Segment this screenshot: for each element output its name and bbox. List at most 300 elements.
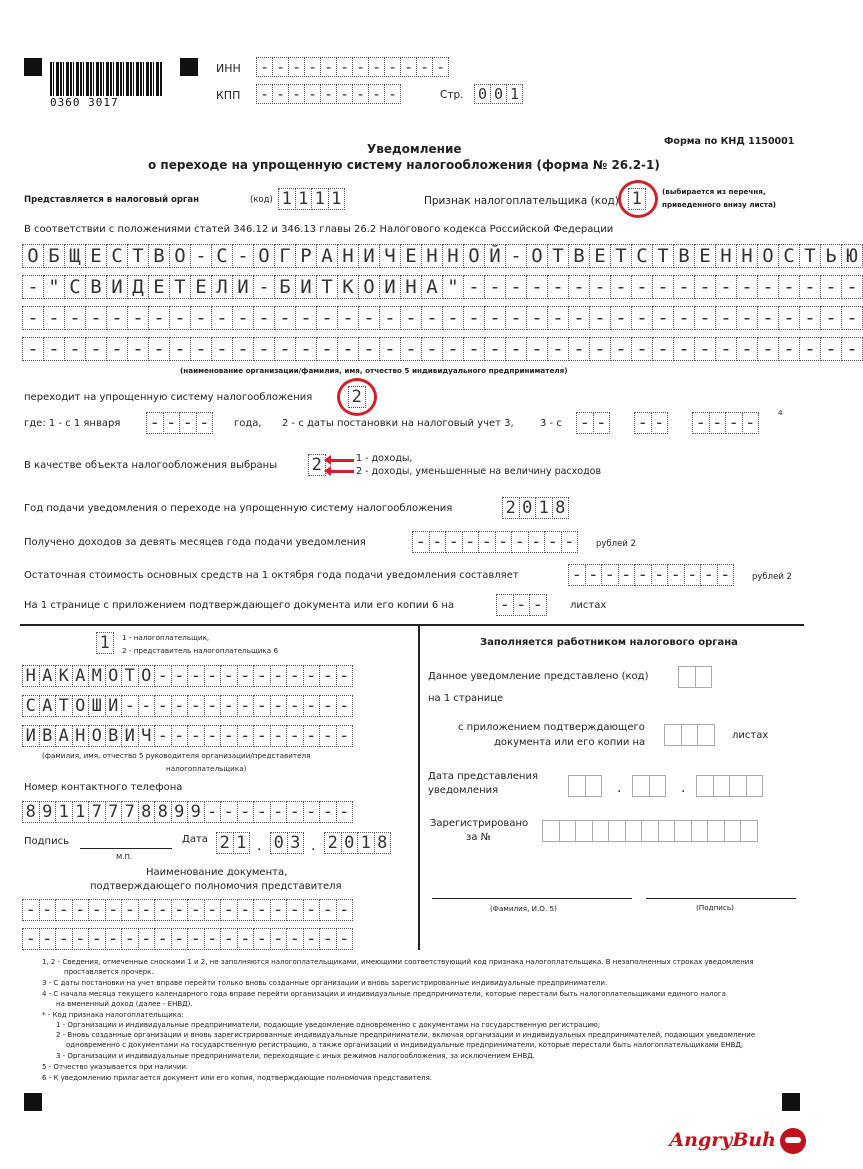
form-cell[interactable]: - [634, 412, 652, 434]
form-cell[interactable]: - [237, 665, 255, 687]
form-cell[interactable]: - [694, 275, 716, 299]
income-cells[interactable] [412, 531, 577, 553]
form-cell[interactable]: 1 [55, 801, 73, 823]
form-cell[interactable]: Н [337, 244, 359, 268]
form-cell[interactable]: Н [22, 665, 40, 687]
form-cell[interactable] [697, 724, 715, 746]
form-cell[interactable]: - [171, 899, 189, 921]
form-cell[interactable]: - [651, 412, 669, 434]
form-cell[interactable]: Щ [64, 244, 86, 268]
form-cell[interactable]: О [72, 695, 90, 717]
form-cell[interactable]: - [618, 564, 636, 586]
form-cell[interactable]: Ю [841, 244, 863, 268]
form-cell[interactable]: - [220, 665, 238, 687]
form-cell[interactable]: - [105, 899, 123, 921]
form-cell[interactable]: - [270, 928, 288, 950]
form-cell[interactable]: 0 [490, 84, 507, 104]
form-cell[interactable]: Т [316, 275, 338, 299]
form-cell[interactable]: - [336, 801, 354, 823]
form-cell[interactable]: 7 [105, 801, 123, 823]
form-cell[interactable]: - [547, 306, 569, 330]
form-cell[interactable]: - [610, 275, 632, 299]
form-cell[interactable]: - [171, 665, 189, 687]
form-cell[interactable]: - [316, 337, 338, 361]
form-cell[interactable]: - [64, 337, 86, 361]
form-cell[interactable]: Т [55, 695, 73, 717]
form-cell[interactable]: - [320, 84, 337, 104]
form-cell[interactable] [729, 775, 747, 797]
object-cells[interactable] [308, 454, 325, 476]
form-cell[interactable] [625, 820, 643, 842]
form-cell[interactable]: - [253, 275, 275, 299]
form-cell[interactable]: Н [442, 244, 464, 268]
form-cell[interactable]: - [106, 306, 128, 330]
form-cell[interactable]: - [589, 306, 611, 330]
form-cell[interactable]: - [154, 695, 172, 717]
form-cell[interactable]: - [196, 412, 214, 434]
form-cell[interactable]: - [288, 57, 305, 77]
form-cell[interactable]: - [673, 306, 695, 330]
form-cell[interactable]: - [43, 306, 65, 330]
residual-cells[interactable] [568, 564, 733, 586]
form-cell[interactable]: " [43, 275, 65, 299]
form-cell[interactable]: - [272, 84, 289, 104]
form-cell[interactable]: - [286, 695, 304, 717]
form-cell[interactable] [592, 820, 610, 842]
form-cell[interactable]: О [358, 275, 380, 299]
form-cell[interactable]: О [22, 244, 44, 268]
form-cell[interactable] [585, 775, 603, 797]
form-cell[interactable]: - [715, 306, 737, 330]
form-cell[interactable] [746, 775, 764, 797]
form-cell[interactable]: О [138, 665, 156, 687]
form-cell[interactable]: - [778, 337, 800, 361]
form-cell[interactable]: - [336, 899, 354, 921]
form-cell[interactable]: 2 [502, 497, 520, 519]
form-cell[interactable]: И [295, 275, 317, 299]
form-cell[interactable]: - [432, 57, 449, 77]
form-cell[interactable]: О [526, 244, 548, 268]
form-cell[interactable]: - [319, 928, 337, 950]
form-cell[interactable]: - [544, 531, 562, 553]
form-cell[interactable]: - [631, 306, 653, 330]
transition-day-cells[interactable] [576, 412, 609, 434]
form-cell[interactable]: Ш [88, 695, 106, 717]
form-cell[interactable]: - [667, 564, 685, 586]
form-cell[interactable]: - [568, 306, 590, 330]
form-cell[interactable]: - [736, 275, 758, 299]
form-cell[interactable]: - [337, 337, 359, 361]
form-cell[interactable] [674, 820, 692, 842]
form-cell[interactable]: 1 [72, 801, 90, 823]
form-cell[interactable]: - [270, 725, 288, 747]
form-cell[interactable]: С [631, 244, 653, 268]
form-cell[interactable]: - [286, 928, 304, 950]
form-cell[interactable]: - [320, 57, 337, 77]
form-cell[interactable]: - [253, 725, 271, 747]
form-cell[interactable]: - [429, 531, 447, 553]
form-cell[interactable]: И [22, 725, 40, 747]
form-cell[interactable]: В [105, 725, 123, 747]
form-cell[interactable]: - [820, 306, 842, 330]
form-cell[interactable]: - [561, 531, 579, 553]
form-cell[interactable]: - [358, 337, 380, 361]
form-cell[interactable]: - [526, 337, 548, 361]
form-cell[interactable]: - [478, 531, 496, 553]
form-cell[interactable]: - [146, 412, 164, 434]
form-cell[interactable]: - [400, 337, 422, 361]
form-cell[interactable]: - [319, 665, 337, 687]
form-cell[interactable]: - [319, 695, 337, 717]
form-cell[interactable]: - [799, 275, 821, 299]
form-cell[interactable]: 2 [324, 832, 342, 854]
form-cell[interactable] [724, 820, 742, 842]
form-cell[interactable]: А [72, 665, 90, 687]
form-cell[interactable] [713, 775, 731, 797]
form-cell[interactable]: В [148, 244, 170, 268]
year-notice-cells[interactable] [502, 497, 568, 519]
form-cell[interactable]: - [319, 801, 337, 823]
form-cell[interactable]: - [127, 337, 149, 361]
inn-cells[interactable] [256, 57, 448, 77]
form-cell[interactable]: Ч [379, 244, 401, 268]
form-cell[interactable]: - [121, 899, 139, 921]
form-cell[interactable]: - [288, 84, 305, 104]
form-cell[interactable]: - [496, 594, 514, 616]
form-cell[interactable] [575, 820, 593, 842]
form-cell[interactable]: - [400, 306, 422, 330]
form-cell[interactable]: - [841, 337, 863, 361]
form-cell[interactable]: - [589, 337, 611, 361]
form-cell[interactable]: - [237, 801, 255, 823]
form-cell[interactable]: 0 [341, 832, 359, 854]
form-cell[interactable]: 2 [348, 386, 366, 408]
org-name-row[interactable] [22, 306, 862, 330]
form-cell[interactable]: - [304, 57, 321, 77]
form-cell[interactable]: - [547, 337, 569, 361]
phone-cells[interactable] [22, 801, 352, 823]
form-cell[interactable]: - [484, 337, 506, 361]
attach-sheets-cells[interactable] [664, 724, 714, 746]
form-cell[interactable] [678, 666, 696, 688]
form-cell[interactable]: - [568, 337, 590, 361]
form-cell[interactable]: - [286, 899, 304, 921]
form-cell[interactable]: - [232, 306, 254, 330]
form-cell[interactable]: - [505, 244, 527, 268]
form-cell[interactable]: В [39, 725, 57, 747]
form-cell[interactable] [691, 820, 709, 842]
form-cell[interactable]: - [442, 306, 464, 330]
form-cell[interactable]: Т [610, 244, 632, 268]
form-cell[interactable]: - [154, 725, 172, 747]
form-cell[interactable]: 1 [278, 188, 296, 210]
form-cell[interactable]: - [171, 725, 189, 747]
form-cell[interactable]: - [253, 928, 271, 950]
form-cell[interactable]: - [820, 337, 842, 361]
form-cell[interactable]: - [304, 84, 321, 104]
form-cell[interactable]: - [154, 899, 172, 921]
form-cell[interactable]: - [270, 801, 288, 823]
form-cell[interactable]: - [511, 531, 529, 553]
form-cell[interactable]: 7 [88, 801, 106, 823]
form-cell[interactable]: - [154, 928, 172, 950]
form-cell[interactable]: Р [295, 244, 317, 268]
form-cell[interactable]: - [256, 84, 273, 104]
form-cell[interactable]: - [286, 665, 304, 687]
form-cell[interactable]: - [336, 57, 353, 77]
form-cell[interactable]: 7 [121, 801, 139, 823]
form-cell[interactable]: - [528, 531, 546, 553]
form-cell[interactable]: - [610, 306, 632, 330]
form-cell[interactable]: - [270, 695, 288, 717]
form-cell[interactable]: - [576, 412, 594, 434]
form-cell[interactable] [707, 820, 725, 842]
form-cell[interactable]: - [204, 695, 222, 717]
form-cell[interactable]: И [121, 725, 139, 747]
form-cell[interactable]: - [220, 928, 238, 950]
form-cell[interactable]: - [505, 306, 527, 330]
form-cell[interactable]: - [319, 899, 337, 921]
form-cell[interactable]: - [742, 412, 760, 434]
form-cell[interactable]: - [368, 57, 385, 77]
form-cell[interactable]: - [85, 306, 107, 330]
form-cell[interactable]: 9 [39, 801, 57, 823]
date-year-cells[interactable] [324, 832, 390, 854]
form-cell[interactable]: О [105, 665, 123, 687]
form-cell[interactable] [681, 724, 699, 746]
form-cell[interactable]: - [190, 306, 212, 330]
form-cell[interactable]: - [270, 665, 288, 687]
form-cell[interactable] [695, 666, 713, 688]
form-cell[interactable]: - [692, 412, 710, 434]
form-cell[interactable]: - [384, 57, 401, 77]
form-cell[interactable]: И [106, 275, 128, 299]
form-cell[interactable]: 1 [295, 188, 313, 210]
form-cell[interactable]: К [337, 275, 359, 299]
form-cell[interactable]: Й [484, 244, 506, 268]
date-present-month[interactable] [632, 775, 665, 797]
date-day-cells[interactable] [216, 832, 249, 854]
form-cell[interactable] [608, 820, 626, 842]
form-cell[interactable]: - [778, 275, 800, 299]
form-cell[interactable]: - [526, 306, 548, 330]
form-cell[interactable]: А [55, 725, 73, 747]
form-cell[interactable]: Т [127, 244, 149, 268]
form-cell[interactable]: - [253, 899, 271, 921]
form-cell[interactable]: Н [421, 244, 443, 268]
form-cell[interactable]: - [384, 84, 401, 104]
form-cell[interactable]: - [416, 57, 433, 77]
form-cell[interactable]: О [88, 725, 106, 747]
form-cell[interactable] [632, 775, 650, 797]
form-cell[interactable]: - [484, 275, 506, 299]
form-cell[interactable]: - [799, 306, 821, 330]
form-cell[interactable]: - [22, 275, 44, 299]
date-month-cells[interactable] [270, 832, 303, 854]
transition-year-cells[interactable] [146, 412, 212, 434]
form-cell[interactable]: - [589, 275, 611, 299]
form-cell[interactable]: - [736, 306, 758, 330]
form-cell[interactable]: - [148, 337, 170, 361]
form-cell[interactable]: - [169, 337, 191, 361]
form-cell[interactable]: - [22, 928, 40, 950]
form-cell[interactable]: - [610, 337, 632, 361]
form-cell[interactable]: - [187, 928, 205, 950]
form-cell[interactable]: - [715, 337, 737, 361]
form-cell[interactable]: Ч [138, 725, 156, 747]
form-cell[interactable]: - [204, 665, 222, 687]
form-cell[interactable]: - [736, 337, 758, 361]
form-cell[interactable]: - [105, 928, 123, 950]
form-cell[interactable]: О [463, 244, 485, 268]
form-cell[interactable]: Е [400, 244, 422, 268]
form-cell[interactable]: - [495, 531, 513, 553]
form-cell[interactable]: 3 [287, 832, 305, 854]
form-cell[interactable]: - [253, 801, 271, 823]
form-cell[interactable]: С [106, 244, 128, 268]
form-cell[interactable]: - [204, 725, 222, 747]
form-cell[interactable]: 0 [270, 832, 288, 854]
transition-month-cells[interactable] [634, 412, 667, 434]
form-cell[interactable]: - [336, 928, 354, 950]
form-cell[interactable]: - [700, 564, 718, 586]
form-cell[interactable]: И [379, 275, 401, 299]
form-cell[interactable]: С [22, 695, 40, 717]
org-name-row[interactable] [22, 275, 862, 299]
form-cell[interactable] [658, 820, 676, 842]
form-cell[interactable]: - [631, 275, 653, 299]
form-cell[interactable]: - [462, 531, 480, 553]
form-cell[interactable]: - [799, 337, 821, 361]
form-cell[interactable]: - [190, 244, 212, 268]
form-cell[interactable]: - [547, 275, 569, 299]
form-cell[interactable]: - [529, 594, 547, 616]
form-cell[interactable] [696, 775, 714, 797]
form-cell[interactable]: Е [148, 275, 170, 299]
signer-name-row[interactable] [22, 665, 352, 687]
form-cell[interactable] [740, 820, 758, 842]
org-name-row[interactable] [22, 337, 862, 361]
form-cell[interactable]: - [778, 306, 800, 330]
form-cell[interactable]: - [274, 306, 296, 330]
form-cell[interactable]: - [286, 725, 304, 747]
form-cell[interactable]: - [253, 695, 271, 717]
form-cell[interactable]: - [72, 928, 90, 950]
form-cell[interactable]: - [154, 665, 172, 687]
form-cell[interactable]: - [303, 801, 321, 823]
reg-number-cells[interactable] [542, 820, 757, 842]
form-cell[interactable]: - [513, 594, 531, 616]
form-cell[interactable]: - [336, 725, 354, 747]
form-cell[interactable]: - [179, 412, 197, 434]
form-cell[interactable]: - [55, 899, 73, 921]
date-present-day[interactable] [568, 775, 601, 797]
form-cell[interactable]: - [652, 337, 674, 361]
form-cell[interactable]: Д [127, 275, 149, 299]
form-cell[interactable]: - [286, 801, 304, 823]
form-cell[interactable]: - [412, 531, 430, 553]
org-name-row[interactable] [22, 244, 862, 268]
form-cell[interactable]: 1 [328, 188, 346, 210]
form-cell[interactable]: - [841, 306, 863, 330]
form-cell[interactable]: Н [736, 244, 758, 268]
form-cell[interactable]: - [253, 306, 275, 330]
form-cell[interactable]: - [171, 928, 189, 950]
form-cell[interactable]: 9 [171, 801, 189, 823]
form-cell[interactable]: - [237, 928, 255, 950]
form-cell[interactable]: - [85, 337, 107, 361]
form-cell[interactable]: О [757, 244, 779, 268]
form-cell[interactable]: - [442, 337, 464, 361]
form-cell[interactable]: А [39, 695, 57, 717]
signer-cells[interactable] [96, 632, 113, 654]
form-cell[interactable]: И [232, 275, 254, 299]
authority-code-cells[interactable] [278, 188, 344, 210]
form-cell[interactable]: - [187, 695, 205, 717]
form-cell[interactable]: 1 [357, 832, 375, 854]
form-cell[interactable]: - [634, 564, 652, 586]
form-cell[interactable]: - [526, 275, 548, 299]
form-cell[interactable]: - [39, 928, 57, 950]
form-cell[interactable]: - [204, 899, 222, 921]
form-cell[interactable]: - [272, 57, 289, 77]
form-cell[interactable]: - [358, 306, 380, 330]
form-cell[interactable]: 1 [535, 497, 553, 519]
form-cell[interactable]: - [204, 801, 222, 823]
form-cell[interactable] [559, 820, 577, 842]
transition-yearpart-cells[interactable] [692, 412, 758, 434]
form-cell[interactable]: - [106, 337, 128, 361]
form-cell[interactable]: - [88, 928, 106, 950]
form-cell[interactable]: - [463, 275, 485, 299]
form-cell[interactable]: - [715, 275, 737, 299]
form-cell[interactable]: - [400, 57, 417, 77]
form-cell[interactable]: - [138, 928, 156, 950]
form-cell[interactable]: - [421, 306, 443, 330]
form-cell[interactable]: 0 [519, 497, 537, 519]
form-cell[interactable]: - [757, 275, 779, 299]
form-cell[interactable]: - [138, 695, 156, 717]
form-cell[interactable]: Н [72, 725, 90, 747]
form-cell[interactable]: - [593, 412, 611, 434]
form-cell[interactable]: - [303, 899, 321, 921]
form-cell[interactable]: - [694, 337, 716, 361]
form-cell[interactable]: - [187, 899, 205, 921]
form-cell[interactable]: К [55, 665, 73, 687]
doc-row[interactable] [22, 899, 352, 921]
form-cell[interactable]: - [463, 306, 485, 330]
form-cell[interactable]: - [39, 899, 57, 921]
form-cell[interactable]: 2 [308, 454, 326, 476]
form-cell[interactable]: - [256, 57, 273, 77]
form-cell[interactable] [641, 820, 659, 842]
form-cell[interactable]: - [253, 337, 275, 361]
form-cell[interactable]: О [253, 244, 275, 268]
date-present-year[interactable] [696, 775, 762, 797]
form-cell[interactable]: - [121, 928, 139, 950]
form-cell[interactable]: - [22, 899, 40, 921]
form-cell[interactable]: - [303, 928, 321, 950]
form-cell[interactable]: Т [169, 275, 191, 299]
form-cell[interactable]: - [72, 899, 90, 921]
form-cell[interactable]: - [211, 306, 233, 330]
signer-name-row[interactable] [22, 725, 352, 747]
form-cell[interactable]: С [211, 244, 233, 268]
form-cell[interactable]: - [601, 564, 619, 586]
form-cell[interactable]: 8 [22, 801, 40, 823]
form-cell[interactable]: Е [85, 244, 107, 268]
form-cell[interactable]: 1 [233, 832, 251, 854]
